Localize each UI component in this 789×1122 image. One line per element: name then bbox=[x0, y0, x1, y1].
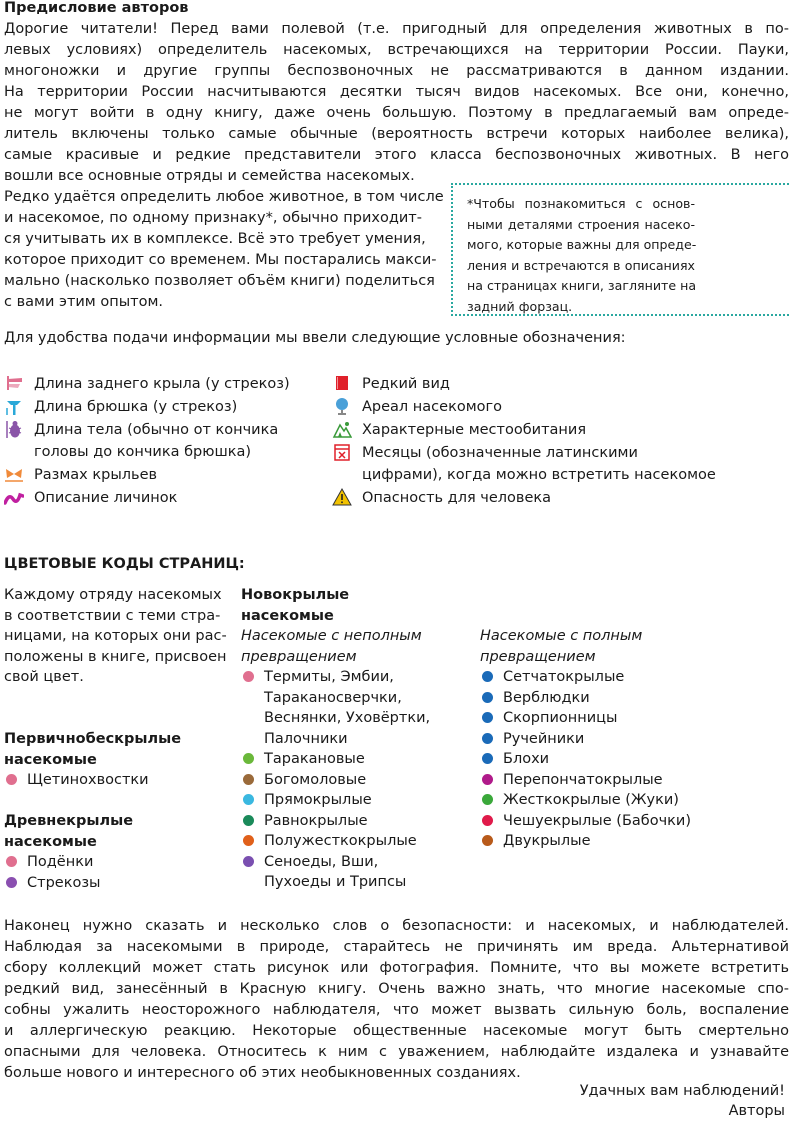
preface-paragraph-1 bbox=[4, 19, 789, 187]
order-label: Богомоловые bbox=[264, 771, 367, 788]
order-label: Полужесткокрылые bbox=[264, 833, 417, 849]
text-line: Дорогие читатели! Перед вами полевой (т.е. пригодный для определения животных в по- bbox=[4, 21, 789, 37]
order-label-line: Тараканосверчки, bbox=[264, 689, 402, 706]
group-title: Новокрылые bbox=[241, 587, 350, 603]
color-dot bbox=[6, 856, 17, 867]
text-line: На территории России насчитываются десятки тысяч видов насекомых. Все они, конечно, bbox=[4, 84, 789, 100]
footnote-line: *Чтобы познакомиться с основ- bbox=[467, 196, 695, 211]
color-dot bbox=[482, 692, 493, 703]
order-label: Верблюдки bbox=[503, 689, 590, 706]
footnote-line: мого, которые важны для опреде- bbox=[467, 237, 697, 252]
subgroup-title: превращением bbox=[241, 648, 357, 665]
list-item bbox=[241, 811, 430, 832]
footnote-line: задний форзац. bbox=[467, 298, 573, 314]
text-line: ницами, на которых они рас- bbox=[4, 628, 227, 644]
text-line: опасными для человека. Относитесь к ним с уважением, наблюдайте издалека и узнавайте bbox=[4, 1044, 789, 1060]
legend-item-habitat bbox=[332, 419, 586, 441]
group-title: Древнекрылые bbox=[4, 813, 134, 829]
text-line: мально (насколько позволяет объём книги) поделиться bbox=[4, 273, 435, 289]
list-item bbox=[241, 831, 430, 852]
text-line: свой цвет. bbox=[4, 669, 84, 685]
color-dot bbox=[6, 877, 17, 888]
text-line: Наблюдая за насекомыми в природе, старайтесь не причинять им вреда. Альтернативой bbox=[4, 939, 789, 955]
dragonfly-abdomen-icon bbox=[4, 396, 24, 416]
order-label bbox=[264, 667, 430, 749]
warning-icon bbox=[332, 487, 352, 507]
colorcodes-intro bbox=[4, 585, 227, 688]
order-label: Прямокрылые bbox=[264, 792, 372, 808]
list-item bbox=[480, 749, 691, 770]
subgroup-title: Насекомые с неполным bbox=[241, 628, 422, 644]
text-line: с вами этим опытом. bbox=[4, 294, 164, 310]
legend-label: Характерные местообитания bbox=[362, 422, 587, 438]
legend-intro: Для удобства подачи информации мы ввели следующие условные обозначения: bbox=[4, 330, 626, 346]
text-line: редкий вид, занесённый в Красную книгу. Очень важно знать, что многие насекомые спо- bbox=[4, 981, 789, 997]
legend-label bbox=[34, 419, 278, 463]
subgroup-title: Насекомые с полным bbox=[480, 628, 643, 644]
text-line: Редко удаётся определить любое животное, в том числе bbox=[4, 189, 444, 205]
color-dot bbox=[243, 753, 254, 764]
order-label: Стрекозы bbox=[27, 874, 101, 891]
text-line: собны ужалить неосторожного наблюдателя, что может вызвать сильную боль, воспаление bbox=[4, 1002, 789, 1018]
text-line: сбору коллекций может стать рисунок или фотография. Помните, что вы можете встретить bbox=[4, 960, 789, 976]
list-item bbox=[241, 852, 430, 890]
legend-label: Длина брюшка (у стрекоз) bbox=[34, 399, 238, 415]
text-line: в соответствии с теми стра- bbox=[4, 607, 221, 624]
order-label: Скорпионницы bbox=[503, 710, 618, 726]
butterfly-wingspan-icon bbox=[4, 464, 24, 484]
calendar-icon bbox=[332, 442, 352, 462]
legend-item-months bbox=[332, 442, 716, 486]
order-label: Таракановые bbox=[264, 751, 365, 767]
legend-item-wing-length bbox=[4, 373, 290, 395]
list-item bbox=[480, 790, 691, 811]
order-label: Равнокрылые bbox=[264, 812, 368, 829]
preface-paragraph-2 bbox=[4, 187, 444, 313]
text-line: и аллергическую реакцию. Некоторые общественные насекомые могут быть смертельно bbox=[4, 1023, 789, 1039]
order-label-line: Сеноеды, Вши, bbox=[264, 853, 379, 870]
text-line: многоножки и другие группы беспозвоночных не рассматриваются в данном издании. bbox=[4, 63, 789, 79]
legend-label: Длина заднего крыла (у стрекоз) bbox=[34, 376, 290, 392]
order-label-line: Пухоеды и Трипсы bbox=[264, 874, 407, 890]
legend-label: Опасность для человека bbox=[362, 490, 552, 506]
legend-label-line: цифрами), когда можно встретить насекомое bbox=[362, 467, 716, 483]
group-neoptera bbox=[241, 585, 431, 890]
order-label-line: Веснянки, Уховёртки, bbox=[264, 710, 431, 726]
list-item bbox=[4, 852, 133, 873]
legend-item-larvae bbox=[4, 487, 177, 509]
order-label: Жесткокрылые (Жуки) bbox=[503, 792, 679, 808]
habitat-icon bbox=[332, 419, 352, 439]
text-line: и насекомое, по одному признаку*, обычно приходит- bbox=[4, 210, 422, 226]
legend-label-line: Длина тела (обычно от кончика bbox=[34, 422, 279, 438]
list-item bbox=[480, 770, 691, 791]
text-line: положены в книге, присвоен bbox=[4, 648, 227, 665]
color-dot bbox=[243, 835, 254, 846]
color-dot bbox=[482, 753, 493, 764]
legend-item-danger bbox=[332, 487, 551, 509]
group-title: насекомые bbox=[4, 833, 97, 850]
list-item bbox=[480, 729, 691, 750]
group-title: Первичнобескрылые bbox=[4, 731, 182, 747]
color-dot bbox=[243, 774, 254, 785]
color-dot bbox=[482, 774, 493, 785]
order-label: Чешуекрылые (Бабочки) bbox=[503, 812, 691, 829]
group-title: насекомые bbox=[4, 751, 97, 768]
text-line: Наконец нужно сказать и несколько слов о безопасности: и насекомых, и наблюдателей. bbox=[4, 918, 789, 934]
beetle-body-icon bbox=[4, 419, 24, 439]
text-line: больше нового и интересного об этих необыкновенных созданиях. bbox=[4, 1065, 521, 1081]
larva-icon bbox=[4, 487, 24, 507]
group-complete-metamorphosis bbox=[480, 626, 691, 852]
color-dot bbox=[243, 794, 254, 805]
closing-paragraph bbox=[4, 916, 789, 1084]
group-palaeoptera bbox=[4, 811, 133, 893]
color-dot bbox=[482, 712, 493, 723]
order-label: Двукрылые bbox=[503, 833, 591, 849]
list-item bbox=[480, 688, 691, 709]
signoff: Удачных вам наблюдений! bbox=[579, 1083, 785, 1099]
text-line: не могут войти в одну книгу, даже очень большую. Поэтому в предлагаемый вам опреде- bbox=[4, 105, 789, 121]
legend-item-range bbox=[332, 396, 502, 418]
legend-label bbox=[362, 442, 716, 486]
text-line: литель включены только самые обычные (вероятность встречи которых наиболее велика), bbox=[4, 126, 789, 142]
color-dot bbox=[482, 835, 493, 846]
list-item bbox=[480, 708, 691, 729]
color-dot bbox=[6, 774, 17, 785]
color-dot bbox=[482, 733, 493, 744]
text-line: самые красивые и редкие представители этого класса беспозвоночных животных. В него bbox=[4, 147, 789, 163]
globe-icon bbox=[332, 396, 352, 416]
footnote-line: ления и встречаются в описаниях bbox=[467, 257, 695, 273]
subgroup-title: превращением bbox=[480, 648, 596, 665]
legend-item-abdomen-length bbox=[4, 396, 237, 418]
legend-label-line: Месяцы (обозначенные латинскими bbox=[362, 445, 638, 461]
footnote-line: на страницах книги, загляните на bbox=[467, 278, 697, 293]
order-label-line: Термиты, Эмбии, bbox=[264, 669, 394, 685]
text-line: ся учитывать их в комплексе. Всё это требует умения, bbox=[4, 231, 426, 247]
color-dot bbox=[243, 671, 254, 682]
list-item bbox=[241, 667, 431, 747]
order-label: Щетинохвостки bbox=[27, 772, 149, 788]
colorcodes-title: ЦВЕТОВЫЕ КОДЫ СТРАНИЦ: bbox=[4, 556, 245, 572]
list-item bbox=[480, 831, 691, 852]
list-item bbox=[241, 790, 430, 811]
footnote-line: ными деталями строения насеко- bbox=[467, 216, 695, 232]
order-label: Ручейники bbox=[503, 730, 585, 747]
order-label bbox=[264, 852, 406, 893]
group-title: насекомые bbox=[241, 607, 334, 624]
color-dot bbox=[243, 815, 254, 826]
order-label: Блохи bbox=[503, 751, 550, 767]
order-label: Подёнки bbox=[27, 854, 94, 870]
list-item bbox=[4, 770, 181, 791]
legend-item-wingspan bbox=[4, 464, 157, 486]
color-dot bbox=[482, 815, 493, 826]
legend-item-body-length bbox=[4, 419, 278, 463]
legend-label: Описание личинок bbox=[34, 490, 178, 506]
order-label-line: Палочники bbox=[264, 730, 348, 747]
dragonfly-wing-icon bbox=[4, 373, 24, 393]
text-line: вошли все основные отряды и семейства насекомых. bbox=[4, 168, 415, 184]
order-label: Сетчатокрылые bbox=[503, 669, 625, 685]
list-item bbox=[241, 770, 430, 791]
legend-label-line: головы до кончика брюшка) bbox=[34, 444, 252, 460]
footnote-box bbox=[451, 183, 789, 316]
group-apterygota bbox=[4, 729, 181, 791]
color-dot bbox=[243, 856, 254, 867]
list-item bbox=[241, 749, 430, 770]
text-line: Каждому отряду насекомых bbox=[4, 587, 222, 603]
list-item bbox=[480, 667, 691, 688]
authors: Авторы bbox=[728, 1103, 785, 1119]
list-item bbox=[480, 811, 691, 832]
color-dot bbox=[482, 794, 493, 805]
color-dot bbox=[482, 671, 493, 682]
list-item bbox=[4, 873, 133, 894]
legend-label: Ареал насекомого bbox=[362, 399, 502, 415]
red-book-icon bbox=[332, 373, 352, 393]
text-line: левых условиях) определитель насекомых, встречающихся на территории России. Пауки, bbox=[4, 42, 789, 58]
legend-item-rare bbox=[332, 373, 450, 395]
legend-label: Размах крыльев bbox=[34, 467, 158, 483]
legend-label: Редкий вид bbox=[362, 376, 450, 392]
text-line: которое приходит со временем. Мы постарались макси- bbox=[4, 252, 437, 268]
order-label: Перепончатокрылые bbox=[503, 771, 663, 788]
preface-title: Предисловие авторов bbox=[4, 0, 189, 16]
